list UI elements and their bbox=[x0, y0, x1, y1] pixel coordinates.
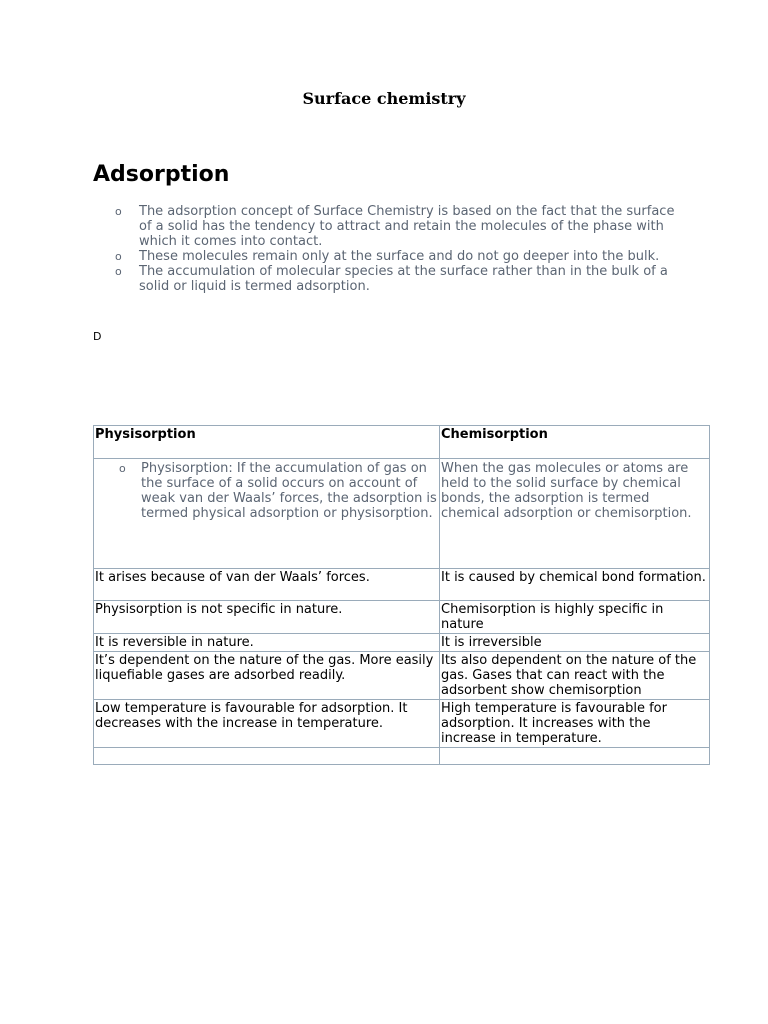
table-row bbox=[94, 459, 710, 569]
bullet-text: These molecules remain only at the surface and do not go deeper into the bulk. bbox=[139, 249, 660, 264]
table-cell bbox=[94, 459, 440, 569]
stray-text: D bbox=[93, 330, 102, 343]
bullet-marker: o bbox=[119, 462, 126, 475]
table-cell: It is reversible in nature. bbox=[94, 634, 440, 652]
table-cell: High temperature is favourable for adsorption. It increases with the increase in temperature. bbox=[440, 700, 710, 748]
table-cell: Its also dependent on the nature of the gas. Gases that can react with the adsorbent show chemisorption bbox=[440, 652, 710, 700]
header-chemisorption: Chemisorption bbox=[440, 426, 710, 459]
table-row bbox=[94, 569, 710, 601]
table-row bbox=[94, 634, 710, 652]
table-row bbox=[94, 601, 710, 634]
list-item bbox=[115, 264, 675, 294]
table-cell: Chemisorption is highly specific in nature bbox=[440, 601, 710, 634]
bullet-text: The accumulation of molecular species at the surface rather than in the bulk of a solid or liquid is termed adsorption. bbox=[139, 264, 668, 294]
list-item bbox=[115, 249, 675, 264]
bullet-text: The adsorption concept of Surface Chemistry is based on the fact that the surface of a solid has the tendency to attract and retain the molecules of the phase with which it comes into contact. bbox=[139, 204, 675, 249]
list-item bbox=[115, 204, 675, 249]
table-cell bbox=[94, 748, 440, 765]
table-cell: It is irreversible bbox=[440, 634, 710, 652]
section-heading: Adsorption bbox=[93, 162, 230, 187]
table-row bbox=[94, 700, 710, 748]
table-row bbox=[94, 748, 710, 765]
header-physisorption: Physisorption bbox=[94, 426, 440, 459]
table-cell: It is caused by chemical bond formation. bbox=[440, 569, 710, 601]
table-cell bbox=[440, 748, 710, 765]
physisorption-definition: Physisorption: If the accumulation of gas on the surface of a solid occurs on account of weak van der Waals’ forces, the adsorption is termed physical adsorption or physisorption. bbox=[141, 461, 437, 521]
comparison-table bbox=[93, 425, 710, 765]
chemisorption-definition: When the gas molecules or atoms are held to the solid surface by chemical bonds, the adsorption is termed chemical adsorption or chemisorption. bbox=[440, 459, 710, 569]
adsorption-bullet-list bbox=[115, 204, 675, 294]
table-cell: It’s dependent on the nature of the gas. More easily liquefiable gases are adsorbed readily. bbox=[94, 652, 440, 700]
bullet-marker: o bbox=[115, 265, 122, 278]
table-cell: It arises because of van der Waals’ forces. bbox=[94, 569, 440, 601]
bullet-marker: o bbox=[115, 205, 122, 218]
bullet-marker: o bbox=[115, 250, 122, 263]
table-row bbox=[94, 652, 710, 700]
table-header-row bbox=[94, 426, 710, 459]
page-title: Surface chemistry bbox=[302, 89, 466, 108]
table-cell: Physisorption is not specific in nature. bbox=[94, 601, 440, 634]
definition-bullet bbox=[95, 461, 438, 521]
table-cell: Low temperature is favourable for adsorption. It decreases with the increase in temperature. bbox=[94, 700, 440, 748]
